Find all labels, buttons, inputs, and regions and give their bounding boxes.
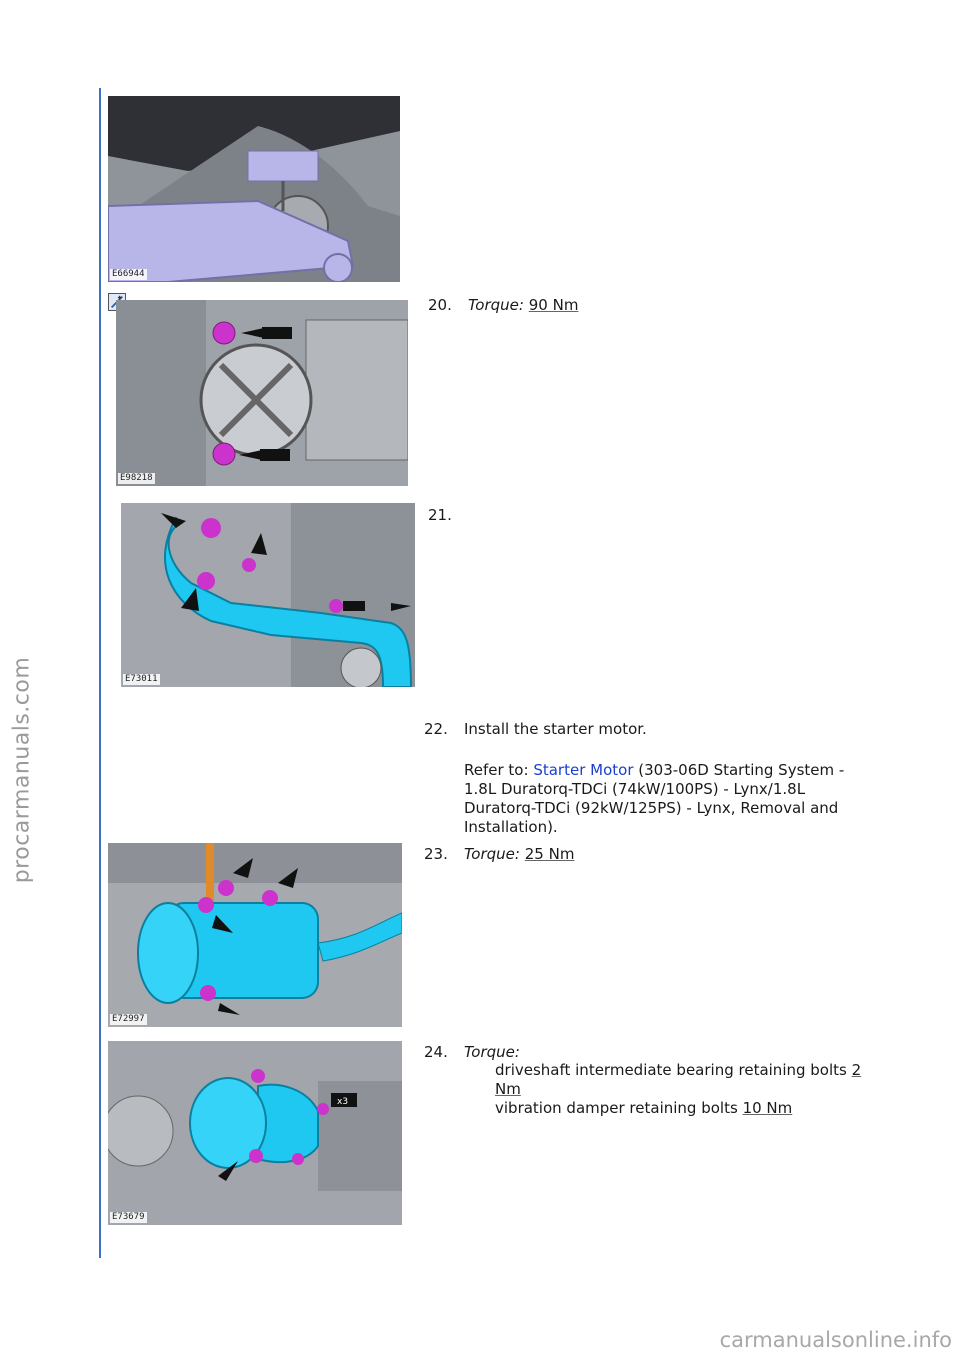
step-number: 20.: [428, 296, 452, 314]
torque-value: 90 Nm: [528, 296, 579, 314]
torque-value: 2: [851, 1061, 862, 1079]
torque-item-text: vibration damper retaining bolts: [495, 1099, 738, 1117]
margin-rule: [99, 88, 101, 1258]
step-number: 21.: [428, 506, 452, 524]
torque-label: Torque:: [464, 845, 520, 863]
engine-illustration: [116, 300, 408, 486]
step-24-item-1: [495, 1061, 885, 1099]
figure-e73011: [121, 503, 415, 687]
step-24-torque-label: [464, 1043, 520, 1062]
figure-label: E73011: [125, 674, 158, 684]
engine-illustration: [108, 96, 400, 282]
torque-unit: Nm: [495, 1080, 521, 1098]
step-20-torque: [468, 296, 578, 315]
refer-detail-4: Installation).: [464, 818, 558, 836]
refer-detail-1: (303-06D Starting System -: [638, 761, 845, 779]
side-watermark: procarmanuals.com: [9, 656, 35, 884]
figure-label: E98218: [120, 473, 153, 483]
step-22-instruction: Install the starter motor.: [464, 720, 647, 738]
torque-label: Torque:: [468, 296, 524, 314]
figure-label: E72997: [112, 1014, 145, 1024]
torque-value: 25 Nm: [524, 845, 575, 863]
step-24-item-2: [495, 1099, 885, 1118]
step-number: 24.: [424, 1043, 448, 1061]
figure-e66944: [108, 96, 400, 282]
engine-illustration: [121, 503, 415, 687]
figure-e73679: [108, 1041, 402, 1225]
torque-value: 10 Nm: [742, 1099, 793, 1117]
torque-label: Torque:: [464, 1043, 520, 1061]
torque-item-text: driveshaft intermediate bearing retaining bolts: [495, 1061, 847, 1079]
figure-e72997: [108, 843, 402, 1027]
step-number: 23.: [424, 845, 448, 863]
step-number: 22.: [424, 720, 448, 738]
engine-illustration: [108, 843, 402, 1027]
step-22-reference: [464, 761, 894, 837]
figure-label: E73679: [112, 1212, 145, 1222]
refer-detail-2: 1.8L Duratorq-TDCi (74kW/100PS) - Lynx/1.8L: [464, 780, 806, 798]
refer-prefix: Refer to:: [464, 761, 529, 779]
quantity-badge: x3: [337, 1097, 349, 1107]
figure-label: E66944: [112, 269, 145, 279]
footer-watermark: carmanualsonline.info: [719, 1328, 952, 1352]
step-23-torque: [464, 845, 574, 864]
refer-detail-3: Duratorq-TDCi (92kW/125PS) - Lynx, Removal and: [464, 799, 839, 817]
starter-motor-link[interactable]: Starter Motor: [533, 761, 634, 779]
engine-illustration: [108, 1041, 402, 1225]
figure-e98218: [116, 300, 408, 486]
